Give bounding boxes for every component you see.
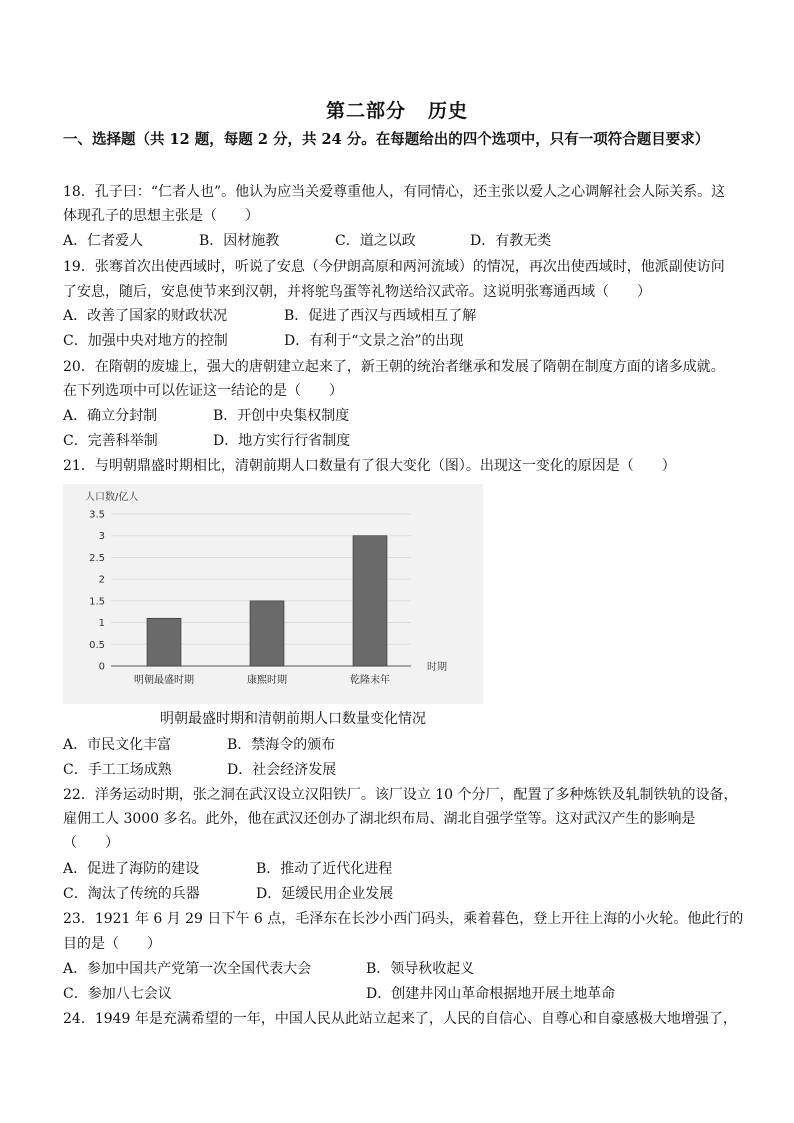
q18-option-b: B．因材施教: [199, 233, 280, 249]
q20-option-d: D．地方实行行省制度: [213, 433, 351, 449]
q22-option-c: C．淘汰了传统的兵器: [63, 886, 200, 902]
q19-option-c: C．加强中央对地方的控制: [63, 333, 228, 349]
q18-option-a: A．仁者爱人: [63, 233, 144, 249]
population-chart: [63, 484, 483, 704]
q23-line-1: 23．1921 年 6 月 29 日下午 6 点，毛泽东在长沙小西门码头，乘着暮色，登上开往上海的小火轮。他此行的: [63, 911, 744, 927]
chart-y-tick-label: 2: [98, 574, 105, 586]
q22-line-3: （ ）: [63, 835, 119, 851]
title-part-one: 第二部分: [325, 100, 406, 122]
q21-option-c: C．手工工场成熟: [63, 762, 172, 778]
chart-y-tick-label: 1: [98, 618, 105, 630]
chart-y-tick-label: 0: [98, 661, 105, 673]
chart-x-label: 时期: [427, 662, 447, 673]
chart-y-tick-label: 2.5: [89, 552, 105, 564]
q22-option-b: B．推动了近代化进程: [256, 861, 393, 877]
chart-y-tick-label: 3.5: [89, 509, 105, 521]
q23-option-c: C．参加八七会议: [63, 986, 172, 1002]
q21-option-a: A．市民文化丰富: [63, 737, 172, 753]
chart-caption: 明朝最盛时期和清朝前期人口数量变化情况: [160, 711, 426, 727]
q20-line-1: 20．在隋朝的废墟上，强大的唐朝建立起来了，新王朝的统治者继承和发展了隋朝在制度方面的诸多成就。: [63, 359, 725, 375]
q20-option-c: C．完善科举制: [63, 433, 158, 449]
q18-option-c: C．道之以政: [335, 233, 416, 249]
q23-option-d: D．创建井冈山革命根据地开展土地革命: [366, 986, 616, 1002]
q19-line-1: 19．张骞首次出使西域时，听说了安息（今伊朗高原和两河流域）的情况，再次出使西域时，他派副使访问: [63, 259, 725, 275]
q22-option-a: A．促进了海防的建设: [63, 861, 200, 877]
q23-option-a: A．参加中国共产党第一次全国代表大会: [63, 961, 312, 977]
q18-line-2: 体现孔子的思想主张是（ ）: [63, 208, 259, 224]
q18-option-d: D．有教无类: [470, 233, 552, 249]
q21-option-d: D．社会经济发展: [227, 762, 337, 778]
q24-line-1: 24．1949 年是充满希望的一年，中国人民从此站立起来了，人民的自信心、自尊心和自豪感极大地增强了，: [63, 1011, 737, 1027]
chart-y-label: 人口数/亿人: [85, 492, 139, 503]
q21-option-b: B．禁海令的颁布: [227, 737, 336, 753]
q22-line-1: 22．洋务运动时期，张之洞在武汉设立汉阳铁厂。该厂设立 10 个分厂，配置了多种炼铁及轧制铁轨的设备，: [63, 787, 738, 803]
chart-bar: [147, 618, 181, 666]
population-chart-svg: [63, 484, 483, 704]
chart-category-label: 乾隆末年: [350, 675, 390, 686]
q23-option-b: B．领导秋收起义: [366, 961, 475, 977]
chart-y-tick-label: 1.5: [89, 596, 105, 608]
q20-option-b: B．开创中央集权制度: [213, 408, 350, 424]
q23-line-2: 目的是（ ）: [63, 936, 161, 952]
section-heading: 一、选择题（共 12 题，每题 2 分，共 24 分。在每题给出的四个选项中，只有一项符合题目要求）: [63, 131, 710, 148]
chart-y-tick-label: 3: [98, 531, 105, 543]
page-title: [0, 96, 794, 123]
q19-option-d: D．有利于“文景之治”的出现: [284, 333, 464, 349]
q19-option-b: B．促进了西汉与西域相互了解: [284, 308, 477, 324]
chart-y-tick-label: 0.5: [89, 639, 105, 651]
q21-line-1: 21．与明朝鼎盛时期相比，清朝前期人口数量有了很大变化（图）。出现这一变化的原因是（ ）: [63, 458, 676, 474]
chart-bar: [353, 536, 387, 666]
q20-line-2: 在下列选项中可以佐证这一结论的是（ ）: [63, 383, 343, 399]
q22-line-2: 雇佣工人 3000 多名。此外，他在武汉还创办了湖北织布局、湖北自强学堂等。这对武汉产生的影响是: [63, 811, 696, 827]
q19-option-a: A．改善了国家的财政状况: [63, 308, 228, 324]
q20-option-a: A．确立分封制: [63, 408, 158, 424]
q22-option-d: D．延缓民用企业发展: [256, 886, 394, 902]
chart-category-label: 明朝最盛时期: [134, 675, 194, 686]
q18-line-1: 18．孔子曰：“仁者人也”。他认为应当关爱尊重他人，有同情心，还主张以爱人之心调解社会人际关系。这: [63, 184, 726, 200]
chart-category-label: 康熙时期: [247, 675, 287, 686]
chart-bar: [250, 601, 284, 666]
title-part-two: 历史: [428, 100, 469, 122]
q19-line-2: 了安息，随后，安息使节来到汉朝，并将鸵鸟蛋等礼物送给汉武帝。这说明张骞通西域（ ）: [63, 284, 651, 300]
